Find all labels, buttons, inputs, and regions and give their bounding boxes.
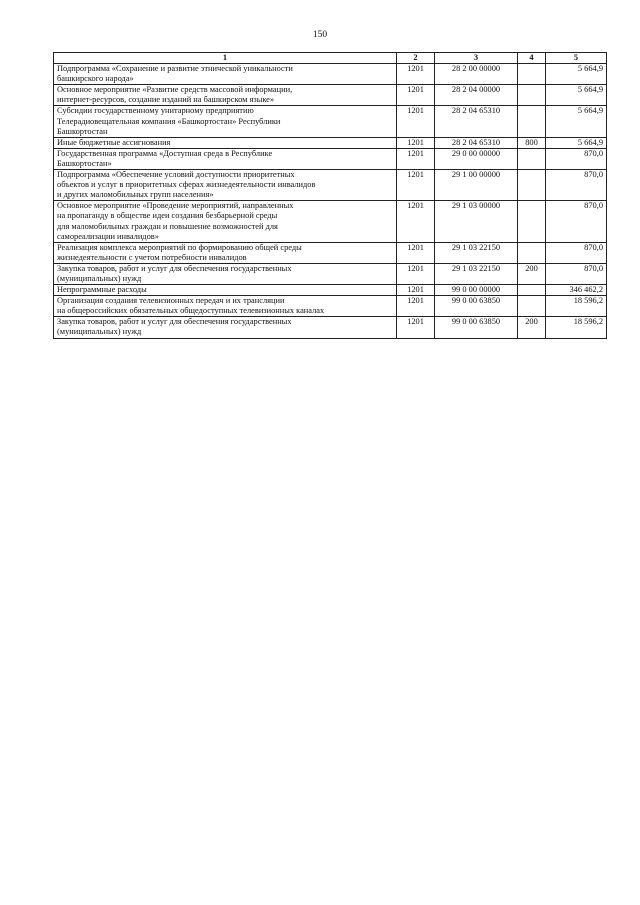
row-section: 1201 — [397, 242, 435, 263]
row-amount: 870,0 — [546, 263, 607, 284]
row-code: 29 0 00 00000 — [435, 148, 518, 169]
row-expense-type: 200 — [518, 317, 546, 338]
row-code: 29 1 00 00000 — [435, 170, 518, 201]
row-section: 1201 — [397, 137, 435, 148]
row-section: 1201 — [397, 64, 435, 85]
row-code: 99 0 00 63850 — [435, 317, 518, 338]
col-header-5: 5 — [546, 53, 607, 64]
row-section: 1201 — [397, 296, 435, 317]
row-amount: 870,0 — [546, 170, 607, 201]
table-row — [54, 137, 607, 148]
row-section: 1201 — [397, 106, 435, 137]
table-row — [54, 242, 607, 263]
row-code: 99 0 00 00000 — [435, 285, 518, 296]
row-name-line: Подпрограмма «Сохранение и развитие этнической уникальности — [57, 64, 293, 74]
table-row — [54, 296, 607, 317]
row-name-line: на пропаганду в обществе идеи создания безбарьерной среды — [57, 211, 278, 221]
row-name — [54, 296, 397, 317]
row-name-line: (муниципальных) нужд — [57, 273, 142, 283]
row-expense-type — [518, 296, 546, 317]
row-name-line: (муниципальных) нужд — [57, 327, 142, 337]
row-code: 28 2 00 00000 — [435, 64, 518, 85]
table-row — [54, 64, 607, 85]
row-section: 1201 — [397, 317, 435, 338]
row-name-line: на общероссийских обязательных общедоступных телевизионных каналах — [57, 306, 325, 316]
row-name — [54, 201, 397, 242]
row-section: 1201 — [397, 170, 435, 201]
row-name-line: башкирского народа» — [57, 74, 134, 84]
row-name-line: и других маломобильных групп населения» — [57, 190, 214, 200]
row-amount: 18 596,2 — [546, 296, 607, 317]
row-name-line: объектов и услуг в приоритетных сферах жизнедеятельности инвалидов — [57, 180, 316, 190]
row-name-line: Подпрограмма «Обеспечение условий доступности приоритетных — [57, 170, 295, 180]
row-name — [54, 285, 397, 296]
row-name-line: Реализация комплекса мероприятий по формированию общей среды — [57, 242, 302, 252]
row-section: 1201 — [397, 148, 435, 169]
row-name-line: Башкортостан» — [57, 158, 112, 168]
row-name — [54, 137, 397, 148]
row-expense-type: 800 — [518, 137, 546, 148]
row-amount: 5 664,9 — [546, 137, 607, 148]
row-expense-type — [518, 106, 546, 137]
row-name — [54, 242, 397, 263]
row-expense-type — [518, 170, 546, 201]
row-name — [54, 85, 397, 106]
row-expense-type — [518, 285, 546, 296]
row-name-line: Основное мероприятие «Развитие средств массовой информации, — [57, 85, 293, 95]
row-code: 29 1 03 22150 — [435, 263, 518, 284]
row-expense-type: 200 — [518, 263, 546, 284]
table-row — [54, 85, 607, 106]
row-amount: 870,0 — [546, 201, 607, 242]
row-amount: 5 664,9 — [546, 64, 607, 85]
row-name-line: Телерадиовещательная компания «Башкортостан» Республики — [57, 116, 281, 126]
row-name — [54, 148, 397, 169]
page-number: 150 — [312, 30, 328, 40]
col-header-2: 2 — [397, 53, 435, 64]
row-expense-type — [518, 85, 546, 106]
row-expense-type — [518, 242, 546, 263]
row-name-line: Закупка товаров, работ и услуг для обеспечения государственных — [57, 263, 292, 273]
row-name — [54, 106, 397, 137]
row-amount: 5 664,9 — [546, 85, 607, 106]
col-header-3: 3 — [435, 53, 518, 64]
table-body — [54, 64, 607, 338]
row-name — [54, 317, 397, 338]
row-code: 29 1 03 00000 — [435, 201, 518, 242]
row-expense-type — [518, 64, 546, 85]
table-row — [54, 285, 607, 296]
row-code: 99 0 00 63850 — [435, 296, 518, 317]
table-row — [54, 170, 607, 201]
row-section: 1201 — [397, 285, 435, 296]
header-row — [54, 53, 607, 64]
row-amount: 5 664,9 — [546, 106, 607, 137]
row-section: 1201 — [397, 263, 435, 284]
row-code: 28 2 04 00000 — [435, 85, 518, 106]
row-code: 28 2 04 65310 — [435, 137, 518, 148]
row-name-line: Основное мероприятие «Проведение мероприятий, направленных — [57, 201, 294, 211]
row-amount: 870,0 — [546, 148, 607, 169]
row-amount: 870,0 — [546, 242, 607, 263]
row-name — [54, 263, 397, 284]
row-name-line: жизнедеятельности с учетом потребности инвалидов — [57, 252, 247, 262]
row-section: 1201 — [397, 85, 435, 106]
table-row — [54, 201, 607, 242]
row-code: 28 2 04 65310 — [435, 106, 518, 137]
row-name — [54, 170, 397, 201]
row-name-line: самореализации инвалидов» — [57, 231, 159, 241]
row-name-line: Субсидии государственному унитарному предприятию — [57, 106, 254, 116]
row-name-line: интернет-ресурсов, создание изданий на башкирском языке» — [57, 95, 275, 105]
row-code: 29 1 03 22150 — [435, 242, 518, 263]
row-name-line: Башкортостан — [57, 126, 108, 136]
row-expense-type — [518, 201, 546, 242]
table-row — [54, 317, 607, 338]
row-name-line: Непрограммные расходы — [57, 285, 147, 295]
row-amount: 18 596,2 — [546, 317, 607, 338]
row-name-line: Организация создания телевизионных передач и их трансляции — [57, 296, 285, 306]
row-name — [54, 64, 397, 85]
row-section: 1201 — [397, 201, 435, 242]
row-amount: 346 462,2 — [546, 285, 607, 296]
table-row — [54, 263, 607, 284]
row-expense-type — [518, 148, 546, 169]
row-name-line: Закупка товаров, работ и услуг для обеспечения государственных — [57, 317, 292, 327]
col-header-4: 4 — [518, 53, 546, 64]
row-name-line: Государственная программа «Доступная среда в Республике — [57, 148, 273, 158]
row-name-line: для маломобильных граждан и повышение возможностей для — [57, 221, 278, 231]
budget-table — [53, 52, 607, 339]
table-row — [54, 148, 607, 169]
table-row — [54, 106, 607, 137]
row-name-line: Иные бюджетные ассигнования — [57, 137, 171, 147]
col-header-1: 1 — [54, 53, 397, 64]
